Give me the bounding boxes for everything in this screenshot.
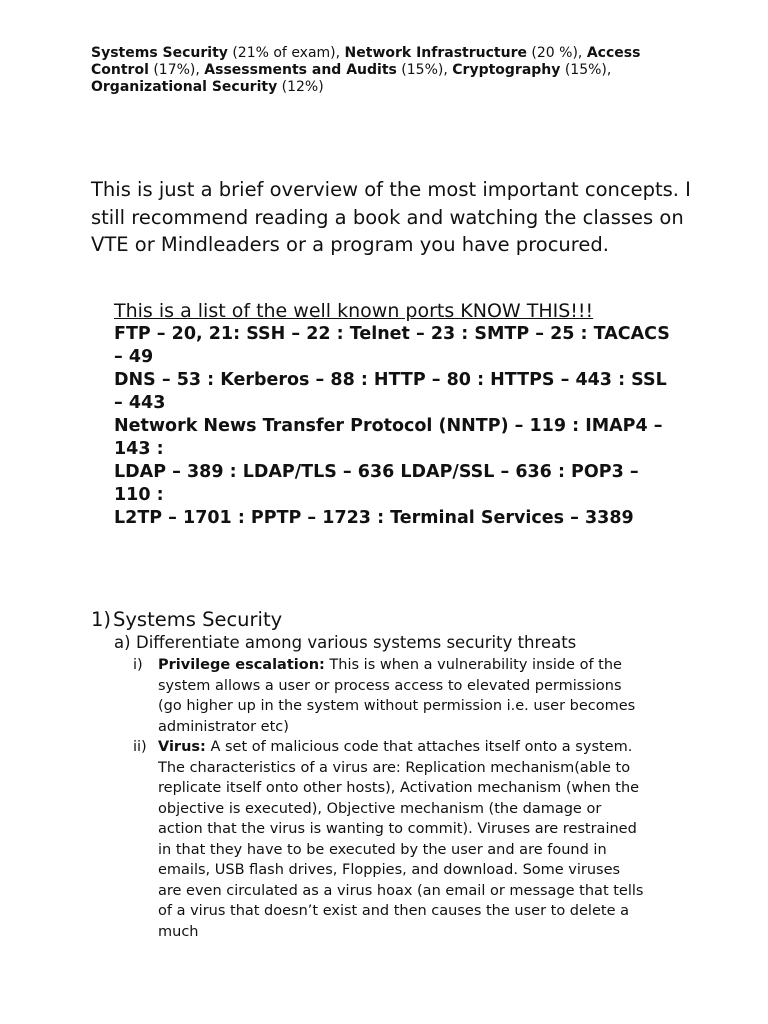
threat-list (91, 655, 711, 942)
ports-line: L2TP – 1701 : PPTP – 1723 : Terminal Services – 3389 (114, 508, 634, 528)
domain-weight: (15%), (560, 62, 612, 78)
domain-name: Assessments and Audits (204, 62, 397, 78)
item-term: Privilege escalation: (158, 657, 325, 673)
list-item (91, 737, 648, 942)
systems-security-section (91, 607, 711, 942)
item-term: Virus: (158, 739, 206, 755)
section-title: Systems Security (113, 608, 283, 631)
item-text: A set of malicious code that attaches itself onto a system. The characteristics of a virus are: Replication mechanism(able to replicate itself onto other hosts), Activation mechanism (when the objective is executed), Objective mechanism (the damage or action that the virus is wanting to commit). Viruses are restrained in that they have to be executed by the user and are found in emails, USB flash drives, Floppies, and download. Some viruses are even circulated as a virus hoax (an email or message that tells of a virus that doesn’t exist and then causes the user to delete a much (158, 739, 644, 940)
ports-line: DNS – 53 : Kerberos – 88 : HTTP – 80 : HTTPS – 443 : SSL – 443 (114, 370, 667, 413)
item-number: ii) (133, 739, 147, 755)
ports-line: Network News Transfer Protocol (NNTP) – 119 : IMAP4 – 143 : (114, 416, 663, 459)
section-heading (91, 607, 711, 632)
subsection-label: a) (114, 633, 131, 652)
domain-weight: (17%), (148, 62, 205, 78)
subsection-heading (114, 632, 711, 654)
intro-paragraph: This is just a brief overview of the most important concepts. I still recommend reading a book and watching the classes on VTE or Mindleaders or a program you have procured. (91, 178, 691, 256)
exam-domains-header (91, 45, 651, 96)
list-item (91, 655, 648, 737)
domain-name: Network Infrastructure (344, 45, 527, 61)
domain-weight: (12%) (277, 79, 324, 95)
item-text: This is when a vulnerability inside of the system allows a user or process access to elevated permissions (go higher up in the system without permission i.e. user becomes administrator etc) (158, 657, 636, 735)
domain-name: Access Control (91, 45, 641, 78)
domain-weight: (20 %), (526, 45, 587, 61)
item-number: i) (133, 657, 143, 673)
domain-name: Organizational Security (91, 79, 278, 95)
domain-name: Cryptography (452, 62, 561, 78)
ports-line: FTP – 20, 21: SSH – 22 : Telnet – 23 : SMTP – 25 : TACACS – 49 (114, 324, 670, 367)
ports-line: LDAP – 389 : LDAP/TLS – 636 LDAP/SSL – 636 : POP3 – 110 : (114, 462, 639, 505)
domain-weight: (21% of exam), (227, 45, 345, 61)
section-number: 1) (91, 608, 112, 631)
domain-name: Systems Security (91, 45, 228, 61)
ports-heading: This is a list of the well known ports KNOW THIS!!! (114, 300, 594, 322)
subsection-title: Differentiate among various systems security threats (136, 633, 577, 652)
domain-weight: (15%), (396, 62, 453, 78)
ports-list (114, 299, 674, 530)
